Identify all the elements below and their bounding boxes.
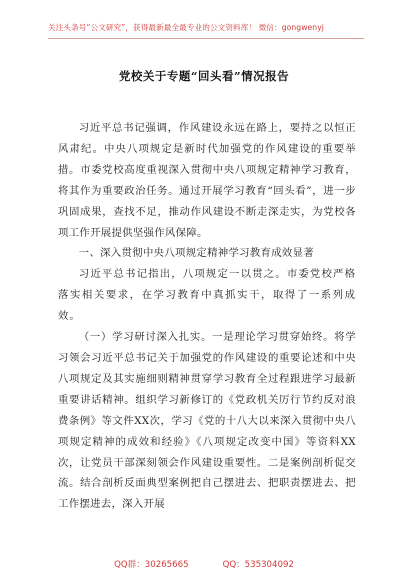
header-divider bbox=[48, 38, 364, 39]
body-paragraph: （一）学习研讨深入扎实。一是理论学习贯穿始终。将学习领会习近平总书记关于加强党的作风建设的重要论述和中央八项规定及其实施细则精神贯穿学习教育全过程跟进学习最新重要讲话精神。组织学习新修订的《党政机关厉行节约反对浪费条例》等文件XX次，学习《党的十八大以来深入贯彻中央八项规定精神的成效和经验》《八项规定改变中国》等资料XX次，让党员干部深刻领会作风建设重要性。二是案例剖析促交流。结合剖析反面典型案例把自己摆进去、把职责摆进去、把工作摆进去，深入开展 bbox=[58, 331, 356, 511]
footer-qq-group: QQ群：30265665 bbox=[114, 560, 189, 570]
footer-qq-number: QQ：535304092 bbox=[222, 560, 294, 570]
footer-contact bbox=[0, 558, 408, 570]
header-banner: 关注头条号“公文研究”，获得最新最全最专业的公文资料库！ 微信：gongwenyj bbox=[48, 23, 324, 32]
section-heading: 一、深入贯彻中央八项规定精神学习教育成效显著 bbox=[78, 247, 314, 260]
body-paragraph: 习近平总书记强调，作风建设永远在路上，要持之以恒正风肃纪。中央八项规定是新时代加强党的作风建设的重要举措。市委党校高度重视深入贯彻中央八项规定精神学习教育，将其作为重要政治任务。通过开展学习教育“回头看”，进一步巩固成果，查找不足，推动作风建设不断走深走实，为党校各项工作开展提供坚强作风保障。 bbox=[58, 122, 356, 239]
document-title: 党校关于专题“回头看”情况报告 bbox=[118, 69, 290, 83]
document-body bbox=[58, 118, 356, 515]
body-paragraph: 习近平总书记指出，八项规定一以贯之。市委党校严格落实相关要求，在学习教育中真抓实干，取得了一系列成效。 bbox=[58, 268, 356, 323]
